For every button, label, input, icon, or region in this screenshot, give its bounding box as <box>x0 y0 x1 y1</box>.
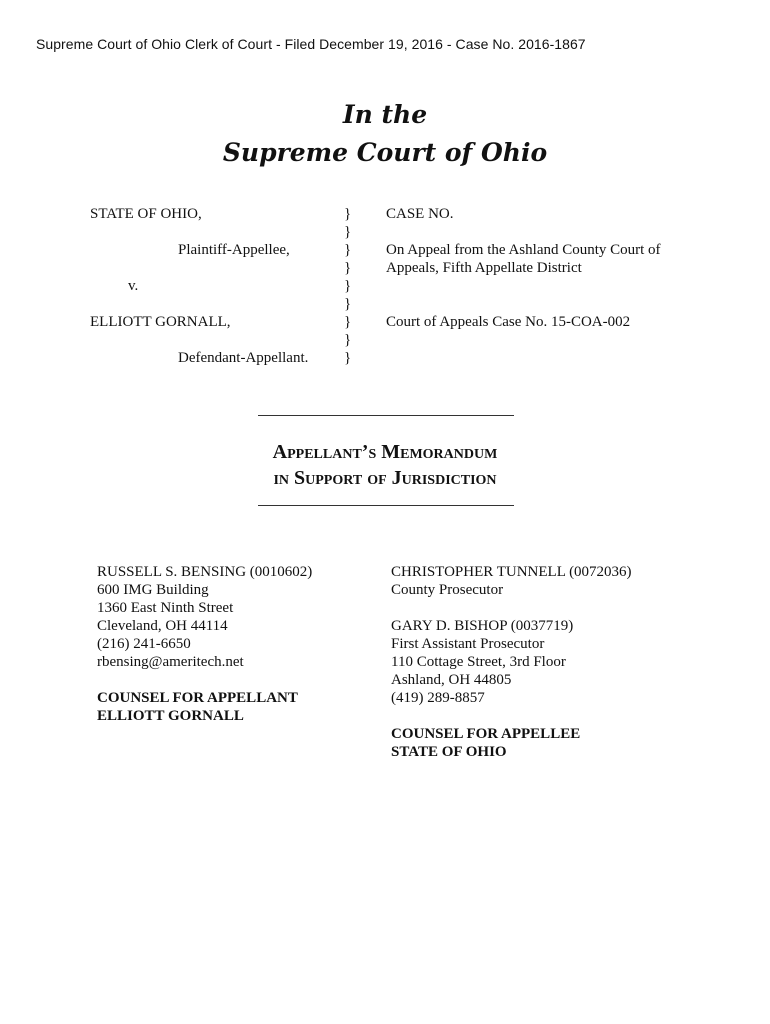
caption-brace: } <box>344 332 352 348</box>
court-title-line2: Supreme Court of Ohio <box>222 138 548 167</box>
caption-brace: } <box>344 206 352 222</box>
counsel-name: RUSSELL S. BENSING (0010602) <box>97 564 313 580</box>
versus: v. <box>128 278 139 294</box>
counsel-email: rbensing@ameritech.net <box>97 654 244 670</box>
counsel-city: Cleveland, OH 44114 <box>97 618 228 634</box>
counsel-client: ELLIOTT GORNALL <box>97 708 244 724</box>
counsel-role: COUNSEL FOR APPELLANT <box>97 690 298 706</box>
counsel-title: County Prosecutor <box>391 582 504 598</box>
case-no-label: CASE NO. <box>386 206 454 222</box>
appeals-case-number: Court of Appeals Case No. 15-COA-002 <box>386 314 631 330</box>
appellee-counsel-block <box>391 563 632 761</box>
defendant-role: Defendant-Appellant. <box>178 350 309 366</box>
counsel-name: CHRISTOPHER TUNNELL (0072036) <box>391 564 632 580</box>
defendant-name: ELLIOTT GORNALL, <box>90 314 231 330</box>
counsel-role: COUNSEL FOR APPELLEE <box>391 726 581 742</box>
counsel-name: GARY D. BISHOP (0037719) <box>391 618 574 634</box>
plaintiff-name: STATE OF OHIO, <box>90 206 202 222</box>
memo-title-line1: Appellant’s Memorandum <box>272 441 498 463</box>
divider-rule <box>258 505 514 506</box>
caption-brace: } <box>344 278 352 294</box>
counsel-client: STATE OF OHIO <box>391 744 507 760</box>
court-title-line1: In the <box>342 100 428 129</box>
counsel-address: 1360 East Ninth Street <box>97 600 234 616</box>
counsel-phone: (216) 241-6650 <box>97 636 191 652</box>
caption-brace: } <box>344 242 352 258</box>
caption-brace: } <box>344 224 352 240</box>
caption-brace: } <box>344 350 352 366</box>
counsel-phone: (419) 289-8857 <box>391 690 485 706</box>
appellant-counsel-block <box>97 563 312 725</box>
appeal-origin-line1: On Appeal from the Ashland County Court of <box>386 242 661 258</box>
counsel-address: 110 Cottage Street, 3rd Floor <box>391 654 566 670</box>
appeal-origin-line2: Appeals, Fifth Appellate District <box>386 260 582 276</box>
counsel-title: First Assistant Prosecutor <box>391 636 545 652</box>
memo-title-line2: in Support of Jurisdiction <box>273 467 497 489</box>
plaintiff-role: Plaintiff-Appellee, <box>178 242 290 258</box>
filing-header: Supreme Court of Ohio Clerk of Court - Filed December 19, 2016 - Case No. 2016-1867 <box>36 36 586 52</box>
caption-brace: } <box>344 314 352 330</box>
divider-rule <box>258 415 514 416</box>
caption-brace: } <box>344 260 352 276</box>
counsel-address: 600 IMG Building <box>97 582 209 598</box>
counsel-city: Ashland, OH 44805 <box>391 672 512 688</box>
caption-brace: } <box>344 296 352 312</box>
